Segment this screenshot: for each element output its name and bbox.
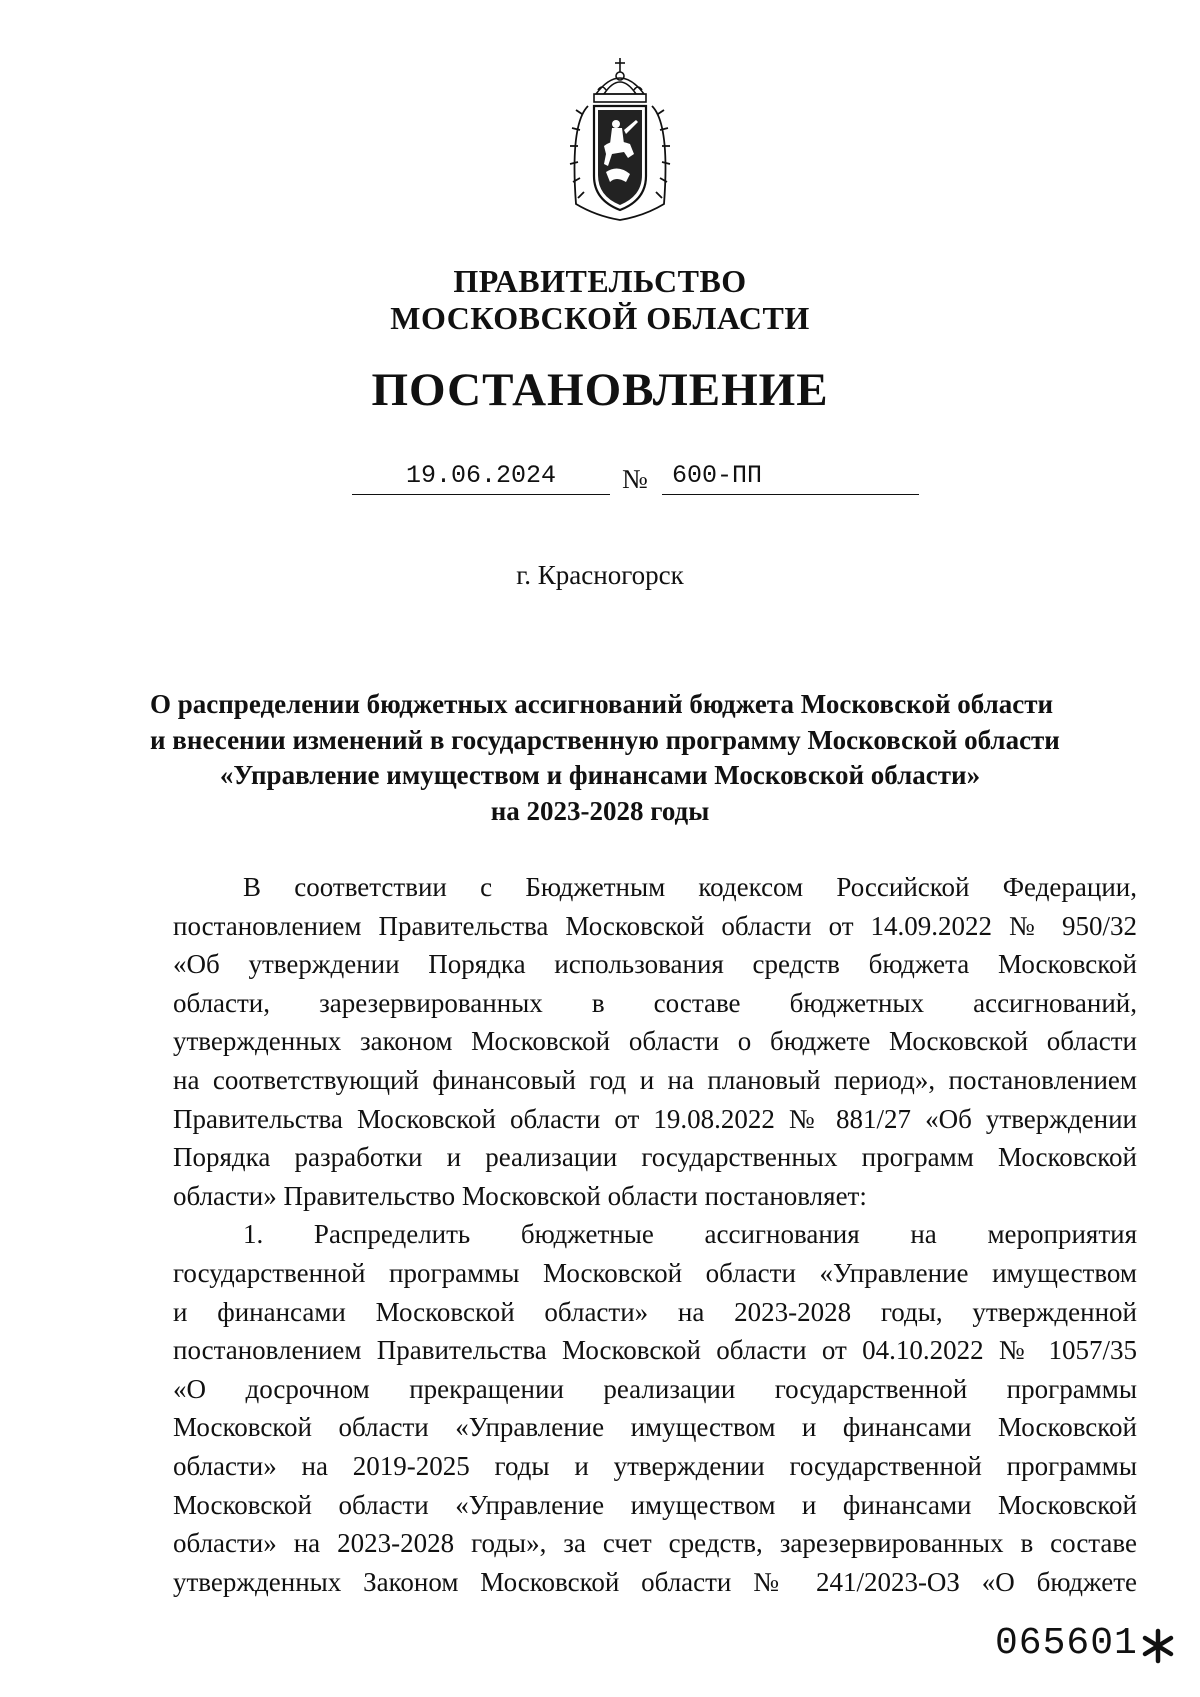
serial-stamp-number: 065601 (995, 1622, 1138, 1665)
organization-name-line1: ПРАВИТЕЛЬСТВО (453, 263, 747, 299)
document-type-title: ПОСТАНОВЛЕНИЕ (371, 364, 829, 416)
body-line: утвержденных Законом Московской области № 241/2023-ОЗ «О бюджете (173, 1566, 1137, 1597)
body-line: Московской области «Управление имуществом и финансами Московской (173, 1412, 1137, 1443)
document-number (662, 460, 919, 495)
body-line: и финансами Московской области» на 2023-2028 годы, утвержденной (173, 1296, 1137, 1327)
subject-line: на 2023-2028 годы (490, 795, 710, 826)
body-line: 1. Распределить бюджетные ассигнования на мероприятия (243, 1219, 1137, 1250)
document-body (173, 868, 1137, 1601)
body-line: постановлением Правительства Московской области от 14.09.2022 № 950/32 (173, 910, 1137, 941)
subject-line: и внесении изменений в государственную программу Московской области (150, 724, 1060, 755)
body-line: постановлением Правительства Московской области от 04.10.2022 № 1057/35 (173, 1335, 1137, 1366)
body-line: «О досрочном прекращении реализации государственной программы (173, 1373, 1137, 1404)
body-line: Правительства Московской области от 19.08.2022 № 881/27 «Об утверждении (173, 1103, 1137, 1134)
body-line: «Об утверждении Порядка использования средств бюджета Московской (173, 949, 1137, 980)
body-line: государственной программы Московской области «Управление имуществом (173, 1257, 1137, 1288)
body-line: Московской области «Управление имуществом и финансами Московской (173, 1489, 1137, 1520)
organization-name-line2: МОСКОВСКОЙ ОБЛАСТИ (390, 300, 810, 336)
subject-line: О распределении бюджетных ассигнований бюджета Московской области (150, 689, 1054, 719)
body-line: области, зарезервированных в составе бюджетных ассигнований, (173, 987, 1137, 1018)
body-line: области» на 2023-2028 годы», за счет средств, зарезервированных в составе (173, 1528, 1137, 1559)
city-of-issue: г. Красногорск (516, 560, 684, 590)
body-line: области» Правительство Московской области постановляет: (173, 1180, 867, 1211)
number-sign: № (622, 464, 648, 494)
subject-line: «Управление имуществом и финансами Московской области» (219, 760, 981, 790)
body-line: утвержденных законом Московской области о бюджете Московской области (173, 1026, 1137, 1057)
coat-of-arms-emblem (566, 54, 674, 222)
asterisk-icon (1138, 1623, 1178, 1667)
document-number-value: 600-ПП (672, 461, 763, 490)
body-line: Порядка разработки и реализации государственных программ Московской (173, 1142, 1137, 1173)
body-line: области» на 2019-2025 годы и утверждении государственной программы (173, 1450, 1137, 1481)
body-line: В соответствии с Бюджетным кодексом Российской Федерации, (243, 872, 1137, 902)
body-line: на соответствующий финансовый год и на плановый период», постановлением (173, 1064, 1137, 1095)
document-date (352, 460, 610, 495)
document-date-value: 19.06.2024 (405, 461, 557, 490)
document-subject (150, 687, 1060, 829)
